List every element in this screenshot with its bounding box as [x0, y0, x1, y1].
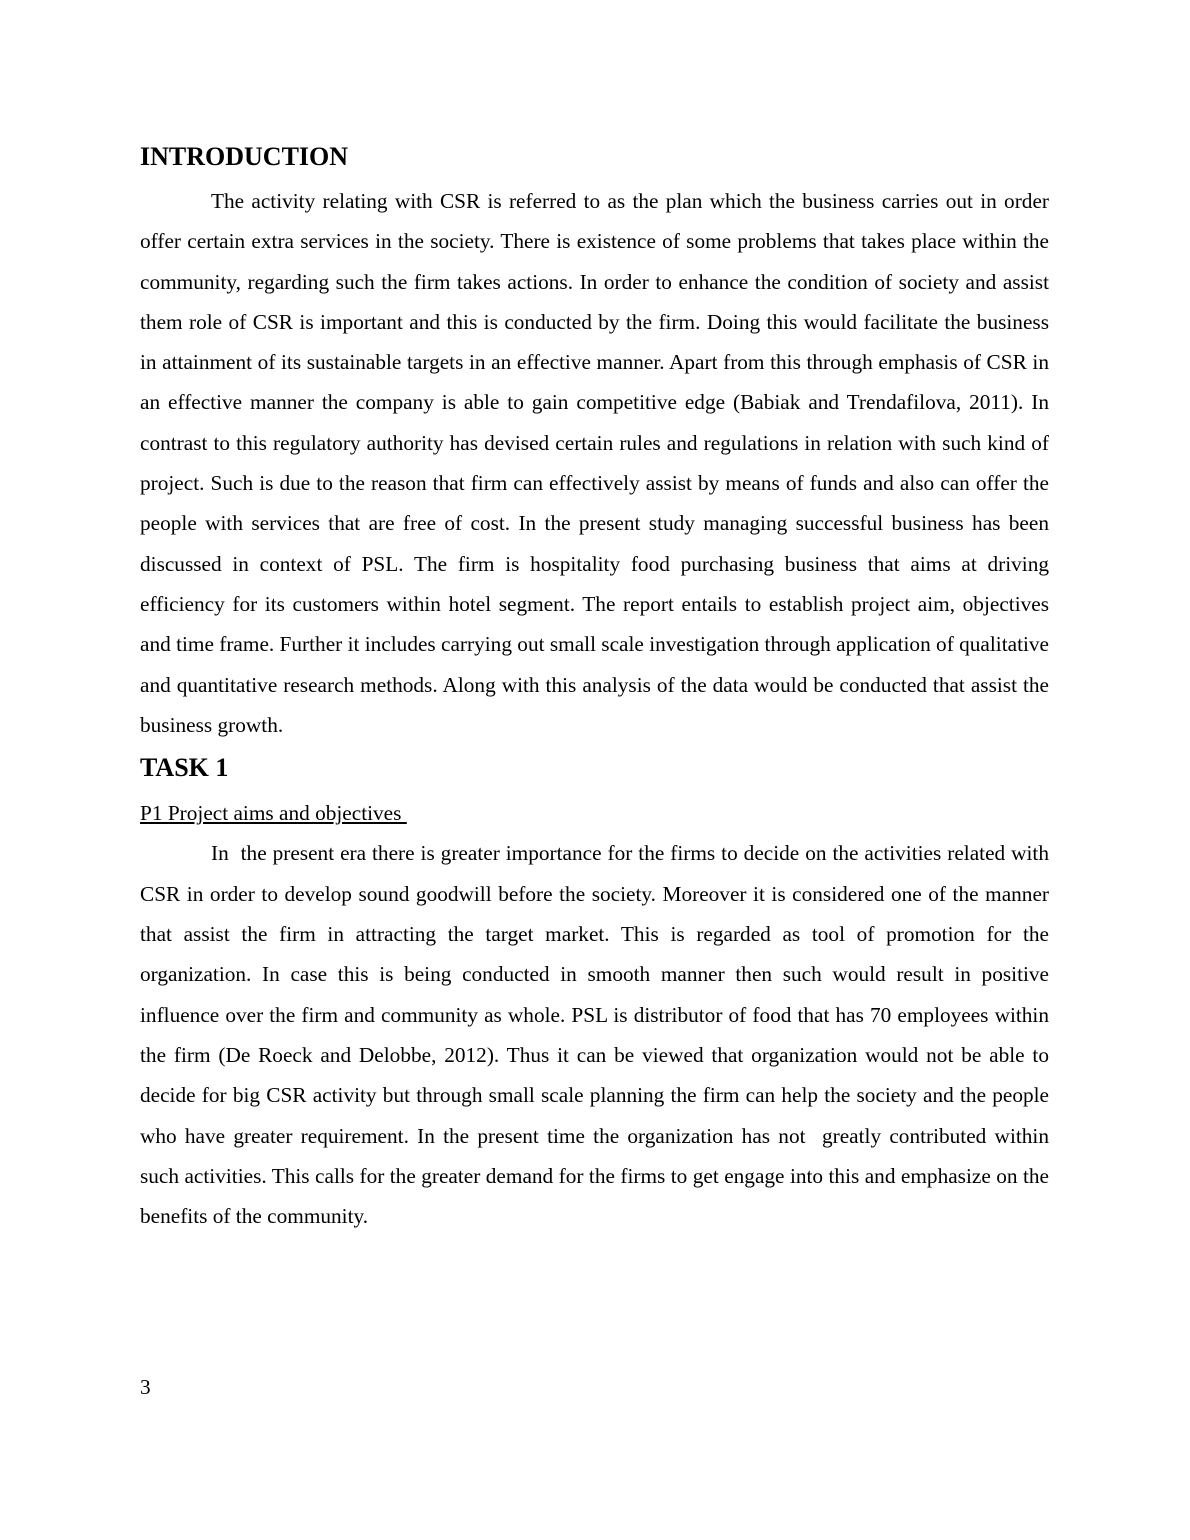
task1-subheading: P1 Project aims and objectives: [140, 801, 407, 826]
introduction-paragraph: The activity relating with CSR is referred to as the plan which the business carries out in order offer certain extra services in the society. There is existence of some problems that takes place within the community, regarding such the firm takes actions. In order to enhance the condition of society and assist them role of CSR is important and this is conducted by the firm. Doing this would facilitate the business in attainment of its sustainable targets in an effective manner. Apart from this through emphasis of CSR in an effective manner the company is able to gain competitive edge (Babiak and Trendafilova, 2011). In contrast to this regulatory authority has devised certain rules and regulations in relation with such kind of project. Such is due to the reason that firm can effectively assist by means of funds and also can offer the people with services that are free of cost. In the present study managing successful business has been discussed in context of PSL. The firm is hospitality food purchasing business that aims at driving efficiency for its customers within hotel segment. The report entails to establish project aim, objectives and time frame. Further it includes carrying out small scale investigation through application of qualitative and quantitative research methods. Along with this analysis of the data would be conducted that assist the business growth.: [140, 189, 1055, 737]
task1-paragraph: In the present era there is greater importance for the firms to decide on the activities related with CSR in order to develop sound goodwill before the society. Moreover it is considered one of the manner that assist the firm in attracting the target market. This is regarded as tool of promotion for the organization. In case this is being conducted in smooth manner then such would result in positive influence over the firm and community as whole. PSL is distributor of food that has 70 employees within the firm (De Roeck and Delobbe, 2012). Thus it can be viewed that organization would not be able to decide for big CSR activity but through small scale planning the firm can help the society and the people who have greater requirement. In the present time the organization has not greatly contributed within such activities. This calls for the greater demand for the firms to get engage into this and emphasize on the benefits of the community.: [140, 841, 1055, 1229]
introduction-heading: INTRODUCTION: [140, 142, 349, 171]
task1-heading: TASK 1: [140, 753, 229, 783]
page-number: 3: [140, 1375, 151, 1399]
document-page: [140, 140, 1055, 1236]
